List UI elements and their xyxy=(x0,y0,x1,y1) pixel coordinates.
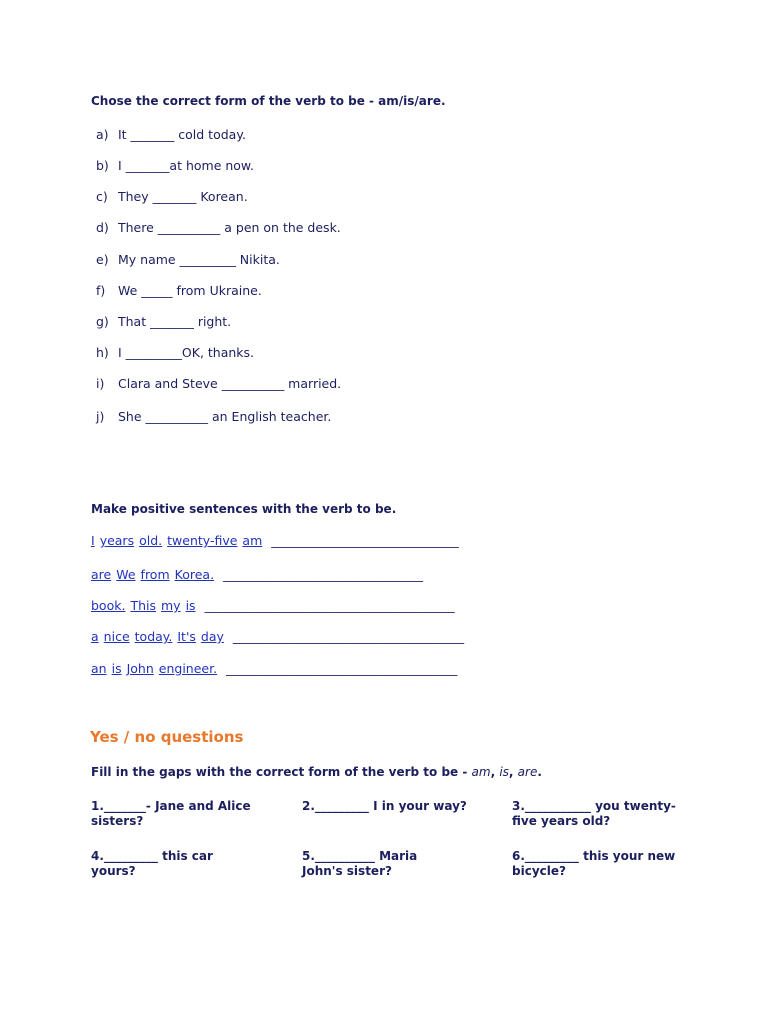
jumbled-row-3 xyxy=(91,598,455,613)
jumbled-row-5 xyxy=(91,661,457,676)
jumbled-word-link[interactable]: a xyxy=(91,629,99,644)
jumbled-word-link[interactable]: years xyxy=(99,533,135,548)
exercise2-heading: Make positive sentences with the verb to be. xyxy=(91,502,397,516)
section-title: Yes / no questions xyxy=(90,728,244,746)
jumbled-word-link[interactable]: Korea. xyxy=(174,567,215,582)
exercise1-item-d xyxy=(96,220,341,235)
exercise1-item-c xyxy=(96,189,248,204)
jumbled-row-4 xyxy=(91,629,464,644)
item-text: There __________ a pen on the desk. xyxy=(118,220,341,235)
question-6: 6._________ this your new bicycle? xyxy=(512,849,676,878)
item-letter: c) xyxy=(96,189,108,204)
jumbled-word-link[interactable]: John xyxy=(126,661,154,676)
question-2: 2._________ I in your way? xyxy=(302,799,467,813)
item-text: She __________ an English teacher. xyxy=(118,409,332,424)
exercise1-item-i xyxy=(96,376,341,391)
exercise1-item-f xyxy=(96,283,262,298)
item-letter: e) xyxy=(96,252,109,267)
jumbled-word-link[interactable]: is xyxy=(185,598,196,613)
item-letter: a) xyxy=(96,127,109,142)
jumbled-word-link[interactable]: is xyxy=(111,661,122,676)
item-text: It _______ cold today. xyxy=(118,127,246,142)
answer-line: ________________________________ xyxy=(223,567,424,582)
item-letter: d) xyxy=(96,220,109,235)
jumbled-word-link[interactable]: twenty-five xyxy=(167,533,238,548)
item-letter: j) xyxy=(96,409,105,424)
item-letter: g) xyxy=(96,314,109,329)
jumbled-word-link[interactable]: am xyxy=(242,533,263,548)
jumbled-word-link[interactable]: are xyxy=(91,567,112,582)
jumbled-word-link[interactable]: engineer. xyxy=(158,661,218,676)
item-text: I _______at home now. xyxy=(118,158,254,173)
jumbled-word-link[interactable]: book. xyxy=(91,598,126,613)
item-text: We _____ from Ukraine. xyxy=(118,283,262,298)
exercise1-item-b xyxy=(96,158,254,173)
jumbled-word-link[interactable]: my xyxy=(161,598,181,613)
exercise1-item-h xyxy=(96,345,254,360)
jumbled-row-1 xyxy=(91,533,459,548)
exercise1-item-a xyxy=(96,127,246,142)
item-text: I _________OK, thanks. xyxy=(118,345,255,360)
question-1: 1._______- Jane and Alice sisters? xyxy=(91,799,251,828)
exercise1-heading: Chose the correct form of the verb to be - am/is/are. xyxy=(91,94,446,108)
item-text: That _______ right. xyxy=(118,314,232,329)
jumbled-word-link[interactable]: nice xyxy=(103,629,130,644)
item-letter: h) xyxy=(96,345,109,360)
jumbled-word-link[interactable]: We xyxy=(116,567,136,582)
verb-are: are xyxy=(517,765,538,779)
jumbled-word-link[interactable]: an xyxy=(91,661,107,676)
exercise1-item-j xyxy=(96,409,331,424)
jumbled-row-2 xyxy=(91,567,423,582)
answer-line: ______________________________ xyxy=(271,533,459,548)
question-4: 4._________ this car yours? xyxy=(91,849,213,878)
answer-line: ________________________________________ xyxy=(204,598,455,613)
exercise1-item-e xyxy=(96,252,280,267)
item-letter: b) xyxy=(96,158,109,173)
verb-is: is xyxy=(499,765,509,779)
question-5: 5.__________ Maria John's sister? xyxy=(302,849,418,878)
item-letter: f) xyxy=(96,283,106,298)
exercise1-item-g xyxy=(96,314,231,329)
exercise3-instruction: Fill in the gaps with the correct form of the verb to be - am, is, are. xyxy=(91,765,542,779)
item-text: My name _________ Nikita. xyxy=(118,252,280,267)
jumbled-word-link[interactable]: today. xyxy=(134,629,173,644)
instruction-prefix: Fill in the gaps with the correct form of the verb to be - xyxy=(91,765,472,779)
jumbled-word-link[interactable]: I xyxy=(91,533,95,548)
jumbled-word-link[interactable]: day xyxy=(200,629,224,644)
item-text: Clara and Steve __________ married. xyxy=(118,376,342,391)
jumbled-word-link[interactable]: old. xyxy=(139,533,163,548)
item-text: They _______ Korean. xyxy=(118,189,248,204)
jumbled-word-link[interactable]: This xyxy=(130,598,156,613)
verb-am: am xyxy=(471,765,491,779)
answer-line: _____________________________________ xyxy=(226,661,458,676)
question-3: 3.___________ you twenty-five years old? xyxy=(512,799,676,828)
item-letter: i) xyxy=(96,376,105,391)
jumbled-word-link[interactable]: from xyxy=(140,567,170,582)
jumbled-word-link[interactable]: It's xyxy=(177,629,196,644)
answer-line: _____________________________________ xyxy=(232,629,465,644)
